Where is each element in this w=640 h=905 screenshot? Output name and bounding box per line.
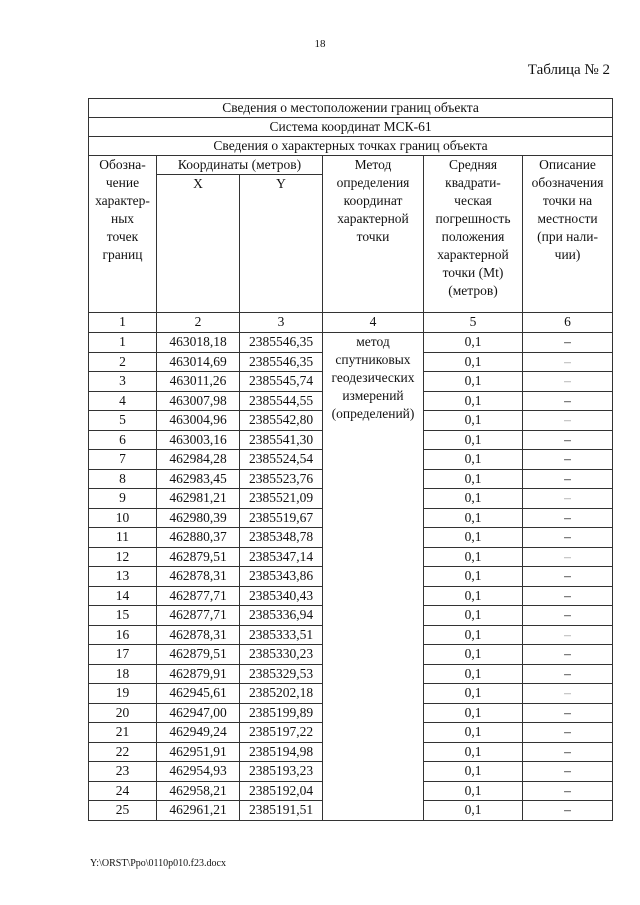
point-number-cell: 5: [89, 411, 157, 431]
table-title-coordinate-system: Система координат МСК-61: [89, 118, 613, 137]
x-coordinate-cell: 462945,61: [157, 684, 240, 704]
description-cell: –: [523, 430, 613, 450]
column-number: 4: [323, 313, 424, 333]
error-cell: 0,1: [424, 450, 523, 470]
error-cell: 0,1: [424, 528, 523, 548]
description-cell: –: [523, 469, 613, 489]
point-number-cell: 9: [89, 489, 157, 509]
error-cell: 0,1: [424, 684, 523, 704]
y-coordinate-cell: 2385336,94: [240, 606, 323, 626]
header-y: Y: [240, 175, 323, 313]
error-cell: 0,1: [424, 469, 523, 489]
y-coordinate-cell: 2385541,30: [240, 430, 323, 450]
description-cell: –: [523, 606, 613, 626]
y-coordinate-cell: 2385197,22: [240, 723, 323, 743]
x-coordinate-cell: 462879,51: [157, 547, 240, 567]
table-caption: Таблица № 2: [527, 62, 610, 78]
error-cell: 0,1: [424, 606, 523, 626]
error-cell: 0,1: [424, 352, 523, 372]
error-cell: 0,1: [424, 762, 523, 782]
description-cell: –: [523, 528, 613, 548]
y-coordinate-cell: 2385519,67: [240, 508, 323, 528]
error-cell: 0,1: [424, 508, 523, 528]
error-cell: 0,1: [424, 430, 523, 450]
point-number-cell: 8: [89, 469, 157, 489]
description-cell: –: [523, 781, 613, 801]
error-cell: 0,1: [424, 372, 523, 392]
point-number-cell: 1: [89, 333, 157, 353]
y-coordinate-cell: 2385329,53: [240, 664, 323, 684]
description-cell: –: [523, 567, 613, 587]
point-number-cell: 2: [89, 352, 157, 372]
point-number-cell: 21: [89, 723, 157, 743]
column-number: 6: [523, 313, 613, 333]
y-coordinate-cell: 2385194,98: [240, 742, 323, 762]
point-number-cell: 19: [89, 684, 157, 704]
y-coordinate-cell: 2385544,55: [240, 391, 323, 411]
point-number-cell: 18: [89, 664, 157, 684]
x-coordinate-cell: 462879,91: [157, 664, 240, 684]
point-number-cell: 15: [89, 606, 157, 626]
column-number: 1: [89, 313, 157, 333]
table-row: [89, 333, 613, 353]
point-number-cell: 16: [89, 625, 157, 645]
description-cell: –: [523, 333, 613, 353]
description-cell: –: [523, 508, 613, 528]
point-number-cell: 25: [89, 801, 157, 821]
x-coordinate-cell: 463011,26: [157, 372, 240, 392]
column-number: 5: [424, 313, 523, 333]
point-number-cell: 10: [89, 508, 157, 528]
error-cell: 0,1: [424, 742, 523, 762]
x-coordinate-cell: 462951,91: [157, 742, 240, 762]
method-cell: метод спутниковых геодезических измерений (определений): [323, 333, 424, 821]
description-cell: –: [523, 625, 613, 645]
point-number-cell: 14: [89, 586, 157, 606]
point-number-cell: 17: [89, 645, 157, 665]
error-cell: 0,1: [424, 781, 523, 801]
x-coordinate-cell: 463003,16: [157, 430, 240, 450]
point-number-cell: 20: [89, 703, 157, 723]
description-cell: –: [523, 352, 613, 372]
x-coordinate-cell: 462983,45: [157, 469, 240, 489]
description-cell: –: [523, 411, 613, 431]
description-cell: –: [523, 645, 613, 665]
y-coordinate-cell: 2385199,89: [240, 703, 323, 723]
y-coordinate-cell: 2385202,18: [240, 684, 323, 704]
error-cell: 0,1: [424, 625, 523, 645]
y-coordinate-cell: 2385521,09: [240, 489, 323, 509]
y-coordinate-cell: 2385340,43: [240, 586, 323, 606]
point-number-cell: 11: [89, 528, 157, 548]
table-title-characteristic-points: Сведения о характерных точках границ объекта: [89, 137, 613, 156]
y-coordinate-cell: 2385546,35: [240, 333, 323, 353]
x-coordinate-cell: 463018,18: [157, 333, 240, 353]
x-coordinate-cell: 462878,31: [157, 567, 240, 587]
x-coordinate-cell: 462877,71: [157, 606, 240, 626]
description-cell: –: [523, 372, 613, 392]
y-coordinate-cell: 2385191,51: [240, 801, 323, 821]
y-coordinate-cell: 2385343,86: [240, 567, 323, 587]
y-coordinate-cell: 2385524,54: [240, 450, 323, 470]
error-cell: 0,1: [424, 411, 523, 431]
y-coordinate-cell: 2385523,76: [240, 469, 323, 489]
x-coordinate-cell: 462958,21: [157, 781, 240, 801]
x-coordinate-cell: 462877,71: [157, 586, 240, 606]
point-number-cell: 7: [89, 450, 157, 470]
error-cell: 0,1: [424, 547, 523, 567]
header-description: Описание обозначения точки на местности (при нали- чии): [523, 156, 613, 313]
point-number-cell: 6: [89, 430, 157, 450]
header-x: X: [157, 175, 240, 313]
description-cell: –: [523, 586, 613, 606]
error-cell: 0,1: [424, 703, 523, 723]
x-coordinate-cell: 462961,21: [157, 801, 240, 821]
error-cell: 0,1: [424, 801, 523, 821]
description-cell: –: [523, 450, 613, 470]
point-number-cell: 23: [89, 762, 157, 782]
point-number-cell: 22: [89, 742, 157, 762]
error-cell: 0,1: [424, 567, 523, 587]
x-coordinate-cell: 462981,21: [157, 489, 240, 509]
y-coordinate-cell: 2385542,80: [240, 411, 323, 431]
y-coordinate-cell: 2385333,51: [240, 625, 323, 645]
page-number: 18: [314, 38, 326, 50]
error-cell: 0,1: [424, 723, 523, 743]
x-coordinate-cell: 463014,69: [157, 352, 240, 372]
description-cell: –: [523, 801, 613, 821]
error-cell: 0,1: [424, 645, 523, 665]
table-title-location: Сведения о местоположении границ объекта: [89, 99, 613, 118]
y-coordinate-cell: 2385347,14: [240, 547, 323, 567]
description-cell: –: [523, 391, 613, 411]
header-method: Метод определения координат характерной точки: [323, 156, 424, 313]
point-number-cell: 12: [89, 547, 157, 567]
description-cell: –: [523, 489, 613, 509]
description-cell: –: [523, 684, 613, 704]
x-coordinate-cell: 462880,37: [157, 528, 240, 548]
point-number-cell: 4: [89, 391, 157, 411]
error-cell: 0,1: [424, 489, 523, 509]
x-coordinate-cell: 462879,51: [157, 645, 240, 665]
point-number-cell: 3: [89, 372, 157, 392]
point-number-cell: 24: [89, 781, 157, 801]
x-coordinate-cell: 463004,96: [157, 411, 240, 431]
description-cell: –: [523, 664, 613, 684]
error-cell: 0,1: [424, 664, 523, 684]
error-cell: 0,1: [424, 586, 523, 606]
description-cell: –: [523, 762, 613, 782]
error-cell: 0,1: [424, 333, 523, 353]
description-cell: –: [523, 742, 613, 762]
column-number: 3: [240, 313, 323, 333]
description-cell: –: [523, 723, 613, 743]
coordinates-table: [88, 98, 613, 821]
footer-file-path: Y:\ORST\Ppo\0110p010.f23.docx: [90, 858, 226, 869]
column-number: 2: [157, 313, 240, 333]
header-error: Средняя квадрати- ческая погрешность положения характерной точки (Mt) (метров): [424, 156, 523, 313]
error-cell: 0,1: [424, 391, 523, 411]
header-designation: Обозна- чение характер- ных точек границ: [89, 156, 157, 313]
y-coordinate-cell: 2385546,35: [240, 352, 323, 372]
x-coordinate-cell: 462878,31: [157, 625, 240, 645]
header-coordinates: Координаты (метров): [157, 156, 323, 175]
y-coordinate-cell: 2385545,74: [240, 372, 323, 392]
x-coordinate-cell: 463007,98: [157, 391, 240, 411]
x-coordinate-cell: 462947,00: [157, 703, 240, 723]
description-cell: –: [523, 703, 613, 723]
description-cell: –: [523, 547, 613, 567]
x-coordinate-cell: 462984,28: [157, 450, 240, 470]
y-coordinate-cell: 2385193,23: [240, 762, 323, 782]
y-coordinate-cell: 2385330,23: [240, 645, 323, 665]
x-coordinate-cell: 462949,24: [157, 723, 240, 743]
y-coordinate-cell: 2385348,78: [240, 528, 323, 548]
y-coordinate-cell: 2385192,04: [240, 781, 323, 801]
x-coordinate-cell: 462954,93: [157, 762, 240, 782]
point-number-cell: 13: [89, 567, 157, 587]
x-coordinate-cell: 462980,39: [157, 508, 240, 528]
